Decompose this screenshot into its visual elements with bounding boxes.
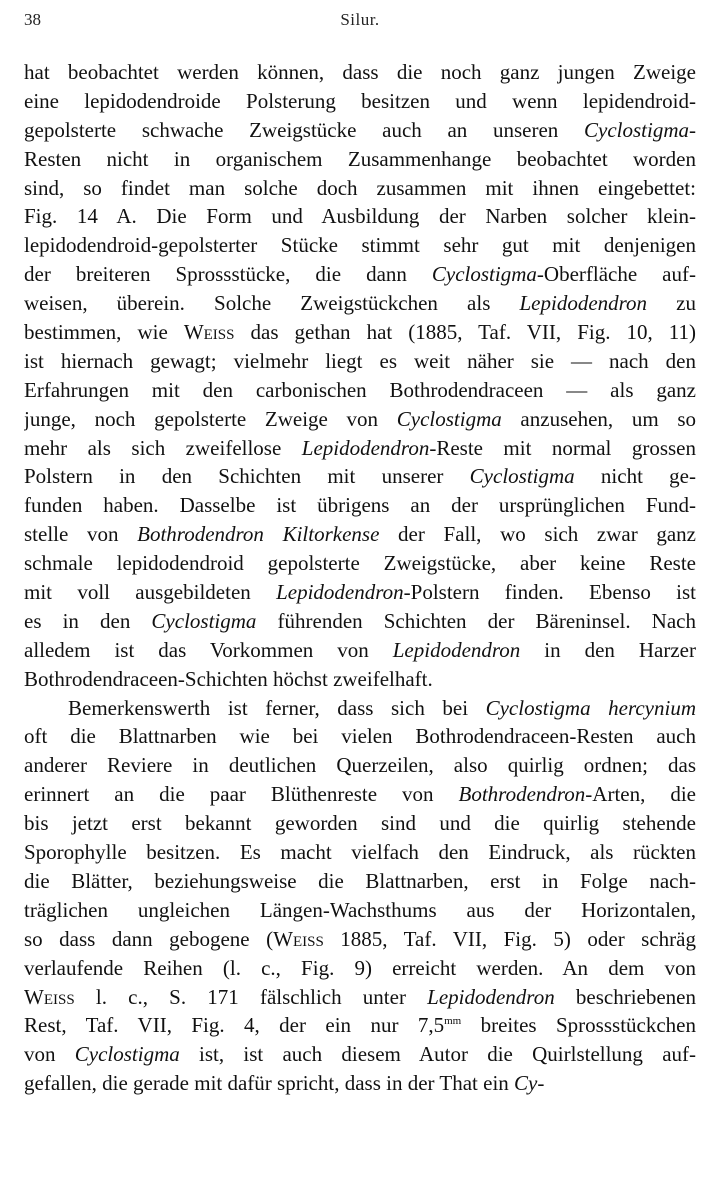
text-line bbox=[24, 434, 696, 463]
italic-taxon: Lepidodendron bbox=[301, 435, 430, 460]
text-run: 1885, Taf. VII, Fig. 5) oder schräg bbox=[323, 926, 696, 951]
text-line bbox=[24, 145, 696, 174]
text-run: zu bbox=[647, 291, 696, 316]
text-line bbox=[24, 694, 696, 723]
text-run: ist hiernach gewagt; vielmehr liegt es weit näher sie — nach den bbox=[24, 348, 696, 373]
text-run: Erfahrungen mit den carbonischen Bothrodendraceen — als ganz bbox=[24, 377, 696, 402]
text-line bbox=[24, 751, 696, 780]
italic-taxon: Cyclostigma bbox=[469, 464, 575, 489]
text-run: weisen, überein. Solche Zweigstückchen als bbox=[24, 291, 520, 316]
text-line bbox=[24, 578, 696, 607]
text-run: Bothrodendraceen-Schichten höchst zweifelhaft. bbox=[24, 666, 433, 691]
text-run: mit voll ausgebildeten bbox=[24, 580, 277, 605]
text-run: anderer Reviere in deutlichen Querzeilen, also quirlig ordnen; das bbox=[24, 753, 696, 778]
text-line bbox=[24, 954, 696, 983]
text-run: -Polstern finden. Ebenso ist bbox=[403, 580, 696, 605]
text-run: breites Sprossstückchen bbox=[461, 1013, 696, 1038]
italic-taxon: Cyclostigma bbox=[74, 1042, 180, 1067]
text-line bbox=[24, 983, 696, 1012]
text-line bbox=[24, 1011, 696, 1040]
text-line bbox=[24, 896, 696, 925]
italic-taxon: Cyclostigma hercynium bbox=[485, 695, 696, 720]
text-run: beschriebenen bbox=[554, 984, 696, 1009]
text-run: Resten nicht in organischem Zusammenhange beobachtet worden bbox=[24, 146, 696, 171]
text-run: anzusehen, um so bbox=[501, 406, 696, 431]
text-run: -Reste mit normal grossen bbox=[429, 435, 696, 460]
text-run: Rest, Taf. VII, Fig. 4, der ein nur 7,5 bbox=[24, 1013, 445, 1038]
text-run: das gethan hat (1885, Taf. VII, Fig. 10, 11) bbox=[234, 320, 696, 345]
italic-taxon: Cyclostigma bbox=[584, 117, 689, 142]
text-line bbox=[24, 405, 696, 434]
text-run: bis jetzt erst bekannt geworden sind und die quirlig stehende bbox=[24, 811, 696, 836]
text-line bbox=[24, 58, 696, 87]
text-line bbox=[24, 347, 696, 376]
text-line bbox=[24, 231, 696, 260]
text-line bbox=[24, 665, 696, 694]
text-run: bestimmen, wie bbox=[24, 320, 184, 345]
text-run: nicht ge- bbox=[574, 464, 696, 489]
text-run: - bbox=[689, 117, 696, 142]
italic-taxon: Cyclostigma bbox=[396, 406, 502, 431]
text-line bbox=[24, 1040, 696, 1069]
text-line bbox=[24, 1069, 696, 1098]
text-run: ist, ist auch diesem Autor die Quirlstellung auf- bbox=[179, 1042, 696, 1067]
text-line bbox=[24, 202, 696, 231]
text-run: mehr als sich zweifellose bbox=[24, 435, 302, 460]
page-header bbox=[24, 10, 696, 34]
text-run: so dass dann gebogene ( bbox=[24, 926, 274, 951]
text-line bbox=[24, 376, 696, 405]
text-run: gepolsterte schwache Zweigstücke auch an unseren bbox=[24, 117, 584, 142]
text-run: schmale lepidodendroid gepolsterte Zweigstücke, aber keine Reste bbox=[24, 551, 696, 576]
text-run: junge, noch gepolsterte Zweige von bbox=[24, 406, 397, 431]
text-line bbox=[24, 491, 696, 520]
text-line bbox=[24, 809, 696, 838]
text-run: von bbox=[24, 1042, 75, 1067]
author-name: Weiss bbox=[273, 926, 324, 951]
body-text bbox=[24, 58, 696, 1098]
text-line bbox=[24, 925, 696, 954]
italic-taxon: Bothrodendron bbox=[458, 782, 586, 807]
text-line bbox=[24, 867, 696, 896]
text-run: stelle von bbox=[24, 522, 138, 547]
text-run: lepidodendroid-gepolsterter Stücke stimmt sehr gut mit denjenigen bbox=[24, 233, 696, 258]
italic-taxon: Cyclostigma bbox=[431, 262, 537, 287]
text-line bbox=[24, 838, 696, 867]
text-line bbox=[24, 116, 696, 145]
text-line bbox=[24, 520, 696, 549]
italic-taxon: Lepidodendron bbox=[276, 580, 404, 605]
text-run: führenden Schichten der Bäreninsel. Nach bbox=[256, 608, 696, 633]
text-run: träglichen ungleichen Längen-Wachsthums aus der Horizontalen, bbox=[24, 897, 696, 922]
text-run: -Arten, die bbox=[585, 782, 696, 807]
italic-taxon: Cy- bbox=[514, 1071, 545, 1096]
text-run: gefallen, die gerade mit dafür spricht, dass in der That ein bbox=[24, 1071, 515, 1096]
italic-taxon: Cyclostigma bbox=[151, 608, 257, 633]
author-name: Weiss bbox=[183, 320, 235, 345]
text-run: der Fall, wo sich zwar ganz bbox=[379, 522, 696, 547]
text-run: der breiteren Sprossstücke, die dann bbox=[24, 262, 432, 287]
running-head: Silur. bbox=[340, 10, 380, 29]
italic-taxon: Lepidodendron bbox=[392, 637, 521, 662]
text-run: alledem ist das Vorkommen von bbox=[24, 637, 393, 662]
text-run: Sporophylle besitzen. Es macht vielfach den Eindruck, als rückten bbox=[24, 840, 696, 865]
text-line bbox=[24, 174, 696, 203]
italic-taxon: Bothrodendron Kiltorkense bbox=[137, 522, 380, 547]
text-run: verlaufende Reihen (l. c., Fig. 9) erreicht werden. An dem von bbox=[24, 955, 696, 980]
text-line bbox=[24, 636, 696, 665]
italic-taxon: Lepidodendron bbox=[427, 984, 555, 1009]
text-run: oft die Blattnarben wie bei vielen Bothrodendraceen-Resten auch bbox=[24, 724, 696, 749]
text-line bbox=[24, 722, 696, 751]
text-run: in den Harzer bbox=[520, 637, 696, 662]
text-run: Fig. 14 A. Die Form und Ausbildung der Narben solcher klein- bbox=[24, 204, 696, 229]
author-name: Weiss bbox=[24, 984, 75, 1009]
text-run: die Blätter, beziehungsweise die Blattnarben, erst in Folge nach- bbox=[24, 868, 696, 893]
page-number: 38 bbox=[24, 10, 41, 29]
text-run: l. c., S. 171 fälschlich unter bbox=[74, 984, 428, 1009]
text-run: Polstern in den Schichten mit unserer bbox=[24, 464, 470, 489]
text-run: Bemerkenswerth ist ferner, dass sich bei bbox=[68, 695, 486, 720]
text-run: erinnert an die paar Blüthenreste von bbox=[24, 782, 459, 807]
text-line bbox=[24, 462, 696, 491]
text-line bbox=[24, 260, 696, 289]
text-run: -Oberfläche auf- bbox=[536, 262, 696, 287]
text-run: hat beobachtet werden können, dass die noch ganz jungen Zweige bbox=[24, 60, 696, 84]
text-line bbox=[24, 87, 696, 116]
text-run: sind, so findet man solche doch zusammen mit ihnen eingebettet: bbox=[24, 175, 696, 200]
text-run: funden haben. Dasselbe ist übrigens an der ursprünglichen Fund- bbox=[24, 493, 696, 518]
italic-taxon: Lepidodendron bbox=[519, 291, 648, 316]
text-run: es in den bbox=[24, 608, 152, 633]
text-line bbox=[24, 607, 696, 636]
text-line bbox=[24, 780, 696, 809]
unit-superscript: mm bbox=[444, 1015, 462, 1028]
text-line bbox=[24, 289, 696, 318]
text-line bbox=[24, 549, 696, 578]
text-run: eine lepidodendroide Polsterung besitzen und wenn lepidendroid- bbox=[24, 88, 696, 113]
text-line bbox=[24, 318, 696, 347]
